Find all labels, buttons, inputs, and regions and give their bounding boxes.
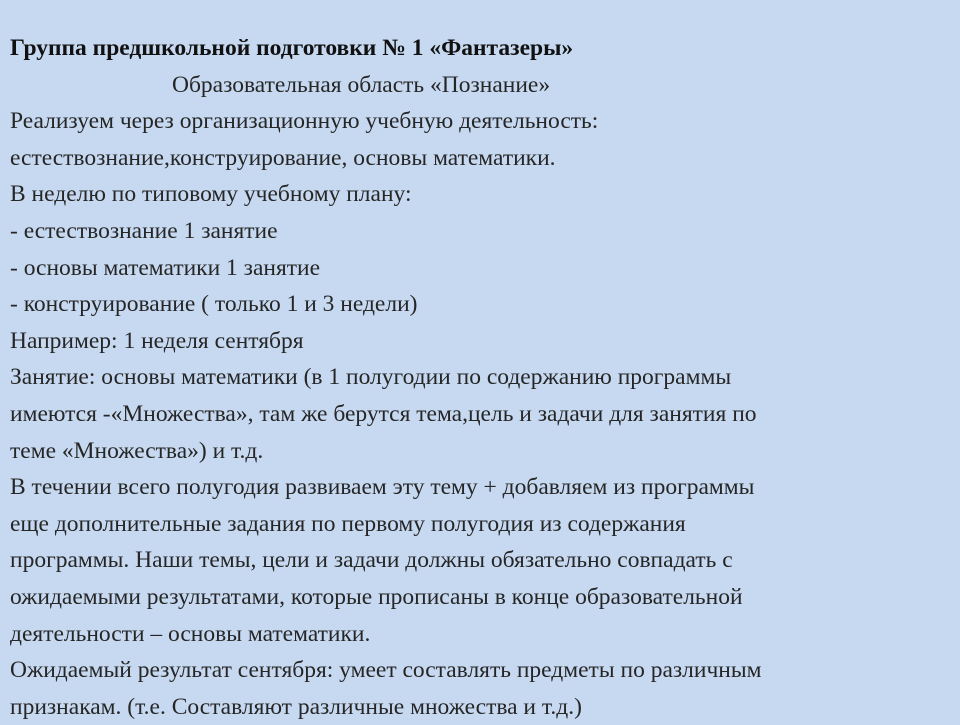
text-line: признакам. (т.е. Составляют различные множества и т.д.) <box>10 693 582 720</box>
list-item: - основы математики 1 занятие <box>10 254 321 281</box>
text-line: теме «Множества») и т.д. <box>10 437 264 464</box>
text-line: В течении всего полугодия развиваем эту тему + добавляем из программы <box>10 474 755 501</box>
text-line: Занятие: основы математики (в 1 полугодии по содержанию программы <box>10 364 732 391</box>
text-line: Реализуем через организационную учебную деятельность: <box>10 108 599 135</box>
text-line: имеются -«Множества», там же берутся тема,цель и задачи для занятия по <box>10 400 757 427</box>
list-item: - конструирование ( только 1 и 3 недели) <box>10 291 418 318</box>
text-line: программы. Наши темы, цели и задачи должны обязательно совпадать с <box>10 547 733 574</box>
text-line: Например: 1 неделя сентября <box>10 327 304 354</box>
text-line: деятельности – основы математики. <box>10 620 371 647</box>
slide-subtitle: Образовательная область «Познание» <box>172 71 551 98</box>
text-line: В неделю по типовому учебному плану: <box>10 181 412 208</box>
list-item: - естествознание 1 занятие <box>10 217 278 244</box>
text-line: еще дополнительные задания по первому полугодия из содержания <box>10 510 686 537</box>
text-block <box>10 30 955 725</box>
text-line: ожидаемыми результатами, которые прописаны в конце образовательной <box>10 583 743 610</box>
text-line: Ожидаемый результат сентября: умеет составлять предметы по различным <box>10 657 762 684</box>
slide-title: Группа предшкольной подготовки № 1 «Фантазеры» <box>10 35 574 61</box>
text-line: естествознание,конструирование, основы математики. <box>10 144 556 171</box>
